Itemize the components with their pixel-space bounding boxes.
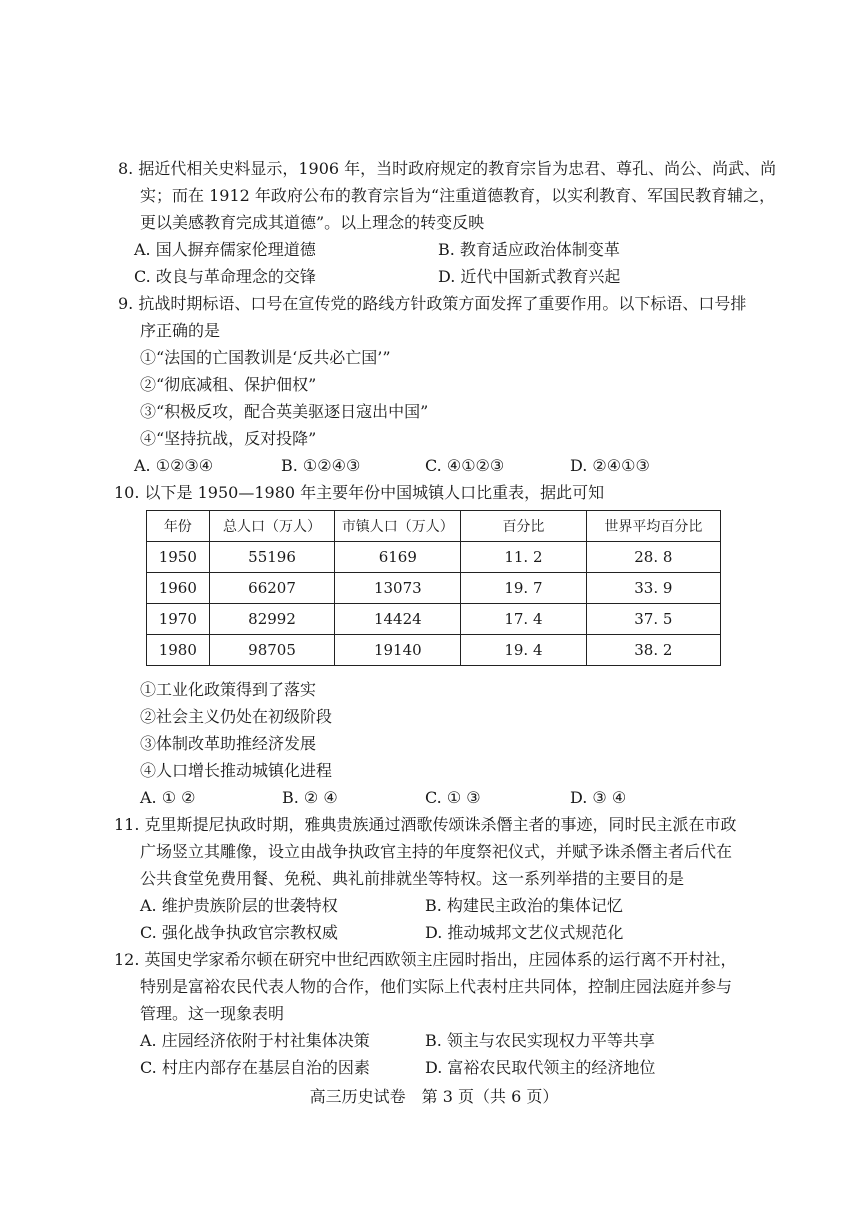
q11-stem-line-2: 广场竖立其雕像，设立由战争执政官主持的年度祭祀仪式，并赋予诛杀僭主者后代在 [140, 842, 733, 861]
q9-item-3: ③“积极反攻，配合英美驱逐日寇出中国” [140, 402, 429, 421]
q12-stem-line-1: 12. 英国史学家希尔顿在研究中世纪西欧领主庄园时指出，庄园体系的运行离不开村社， [114, 950, 737, 969]
q10-option-a[interactable]: A. ① ② [140, 788, 196, 807]
cell-percent: 19. 7 [461, 573, 586, 604]
q12-option-d[interactable]: D. 富裕农民取代领主的经济地位 [425, 1058, 656, 1077]
q9-option-b[interactable]: B. ①②④③ [281, 456, 361, 475]
cell-urban: 6169 [335, 542, 461, 573]
cell-total: 55196 [209, 542, 335, 573]
q9-option-d[interactable]: D. ②④①③ [570, 456, 650, 475]
cell-percent: 17. 4 [461, 604, 586, 635]
q8-option-b[interactable]: B. 教育适应政治体制变革 [438, 240, 620, 259]
cell-world: 37. 5 [586, 604, 720, 635]
col-world-percent: 世界平均百分比 [586, 511, 720, 542]
q12-option-b[interactable]: B. 领主与农民实现权力平等共享 [425, 1031, 655, 1050]
q10-item-1: ①工业化政策得到了落实 [140, 680, 317, 699]
col-percent: 百分比 [461, 511, 586, 542]
q9-item-2: ②“彻底减租、保护佃权” [140, 375, 317, 394]
q9-stem-line-1: 9. 抗战时期标语、口号在宣传党的路线方针政策方面发挥了重要作用。以下标语、口号排 [118, 294, 747, 313]
q12-option-a[interactable]: A. 庄园经济依附于村社集体决策 [140, 1031, 370, 1050]
q8-option-c[interactable]: C. 改良与革命理念的交锋 [134, 267, 316, 286]
col-urban-pop: 市镇人口（万人） [335, 511, 461, 542]
col-year: 年份 [147, 511, 210, 542]
q10-stem: 10. 以下是 1950—1980 年主要年份中国城镇人口比重表，据此可知 [114, 483, 605, 502]
cell-year: 1950 [147, 542, 210, 573]
q8-stem-line-3: 更以美感教育完成其道德”。以上理念的转变反映 [140, 213, 485, 232]
table-row [147, 573, 721, 604]
q10-option-c[interactable]: C. ① ③ [425, 788, 481, 807]
table-row [147, 542, 721, 573]
q11-option-a[interactable]: A. 维护贵族阶层的世袭特权 [140, 896, 338, 915]
q10-option-d[interactable]: D. ③ ④ [570, 788, 627, 807]
q9-item-4: ④“坚持抗战，反对投降” [140, 429, 317, 448]
cell-world: 28. 8 [586, 542, 720, 573]
q10-item-4: ④人口增长推动城镇化进程 [140, 761, 333, 780]
q8-option-a[interactable]: A. 国人摒弃儒家伦理道德 [134, 240, 316, 259]
q8-stem-line-2: 实；而在 1912 年政府公布的教育宗旨为“注重道德教育，以实利教育、军国民教育辅之， [140, 186, 776, 205]
cell-year: 1960 [147, 573, 210, 604]
cell-year: 1970 [147, 604, 210, 635]
cell-percent: 19. 4 [461, 635, 586, 666]
cell-total: 98705 [209, 635, 335, 666]
q11-option-b[interactable]: B. 构建民主政治的集体记忆 [425, 896, 623, 915]
urban-population-table [146, 510, 721, 666]
q8-stem-line-1: 8. 据近代相关史料显示，1906 年，当时政府规定的教育宗旨为忠君、尊孔、尚公、尚武、尚 [118, 159, 777, 178]
table-header-row [147, 511, 721, 542]
table-row [147, 604, 721, 635]
cell-year: 1980 [147, 635, 210, 666]
q10-option-b[interactable]: B. ② ④ [282, 788, 338, 807]
cell-world: 38. 2 [586, 635, 720, 666]
q12-option-c[interactable]: C. 村庄内部存在基层自治的因素 [140, 1058, 370, 1077]
table-row [147, 635, 721, 666]
cell-urban: 19140 [335, 635, 461, 666]
cell-percent: 11. 2 [461, 542, 586, 573]
q9-option-c[interactable]: C. ④①②③ [425, 456, 505, 475]
q10-item-2: ②社会主义仍处在初级阶段 [140, 707, 333, 726]
q8-option-d[interactable]: D. 近代中国新式教育兴起 [438, 267, 621, 286]
q9-item-1: ①“法国的亡国教训是‘反共必亡国’” [140, 348, 391, 367]
q12-stem-line-3: 管理。这一现象表明 [140, 1004, 285, 1023]
q9-stem-line-2: 序正确的是 [140, 321, 221, 340]
col-total-pop: 总人口（万人） [209, 511, 335, 542]
cell-urban: 14424 [335, 604, 461, 635]
cell-urban: 13073 [335, 573, 461, 604]
q11-stem-line-3: 公共食堂免费用餐、免税、典礼前排就坐等特权。这一系列举措的主要目的是 [140, 869, 685, 888]
cell-world: 33. 9 [586, 573, 720, 604]
cell-total: 82992 [209, 604, 335, 635]
q11-option-d[interactable]: D. 推动城邦文艺仪式规范化 [425, 923, 624, 942]
q10-item-3: ③体制改革助推经济发展 [140, 734, 317, 753]
page-footer: 高三历史试卷 第 3 页（共 6 页） [309, 1087, 559, 1106]
q12-stem-line-2: 特别是富裕农民代表人物的合作，他们实际上代表村庄共同体，控制庄园法庭并参与 [140, 977, 733, 996]
q11-option-c[interactable]: C. 强化战争执政官宗教权威 [140, 923, 338, 942]
cell-total: 66207 [209, 573, 335, 604]
q9-option-a[interactable]: A. ①②③④ [134, 456, 214, 475]
q11-stem-line-1: 11. 克里斯提尼执政时期，雅典贵族通过酒歌传颂诛杀僭主者的事迹，同时民主派在市政 [114, 815, 737, 834]
